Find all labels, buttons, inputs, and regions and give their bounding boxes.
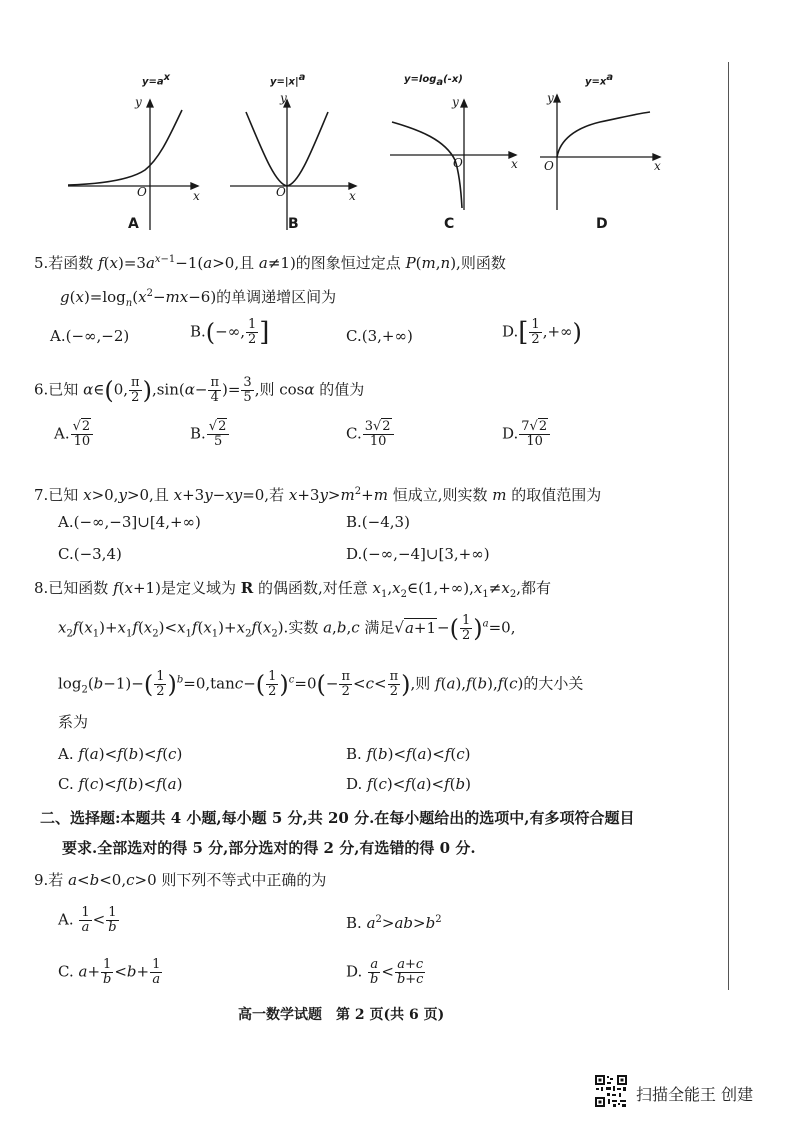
svg-text:y: y [547, 91, 554, 105]
q7-option-d[interactable]: D.(−∞,−4]∪[3,+∞) [346, 545, 490, 563]
q8-option-b[interactable]: B. f(b)<f(a)<f(c) [346, 745, 471, 763]
q8-option-d[interactable]: D. f(c)<f(a)<f(b) [346, 775, 471, 793]
q8-line2: $x_2f(x_1)+x_1f(x_2)<x_1f(x_1)+x_2f(x_2)$.实数 a,b,c 满足√a+1−( $\frac{1}{2}$ )$^a$=0, [58, 613, 516, 643]
q6-option-d[interactable]: D. $\frac{7√2}{10}$ [502, 420, 551, 449]
q9-option-c[interactable]: C. a+ $\frac{1}{b}$ <b+ $\frac{1}{a}$ [58, 957, 161, 987]
svg-text:O: O [137, 185, 147, 199]
q5-option-d[interactable]: D.[ $\frac{1}{2}$ ,+∞) [502, 317, 582, 348]
q5-option-c[interactable]: C.(3,+∞) [346, 327, 413, 345]
q5-line2: $g(x)=\log_n(x^2-mx-6)$的单调递增区间为 [60, 288, 337, 309]
graph-b-label: B [288, 216, 299, 232]
q8-line4: 系为 [58, 713, 89, 731]
page-footer: 高一数学试题 第 2 页(共 6 页) [238, 1007, 445, 1023]
q7-option-c[interactable]: C.(−3,4) [58, 545, 122, 563]
q8-line3: $\log_2(b-1)-$( $\frac{1}{2}$ )$^b$=0,tanc−( $\frac{1}{2}$ )$^c$=0(− $\frac{\pi}{2}$ <c< $\frac{\pi}{2}$ ),则 f(a),f(b),f(c)的大小关 [58, 669, 584, 699]
svg-text:y: y [452, 95, 459, 109]
q8-option-a[interactable]: A. f(a)<f(b)<f(c) [58, 745, 183, 763]
graph-b-title: $y=|x|^a$ [270, 72, 306, 88]
function-graphs [0, 0, 794, 240]
svg-text:y: y [135, 95, 142, 109]
q5-line1: 5.若函数 $f(x)=3a^{x-1}-1(a>0$,且 a≠1)的图象恒过定点 P(m,n),则函数 [34, 254, 506, 272]
graph-d-title: $y=x^a$ [585, 72, 614, 88]
q8-line1: 8.已知函数 f(x+1)是定义域为 R 的偶函数,对任意 $x_1,x_2\in(1,+\infty),x_1\ne x_2$,都有 [34, 579, 551, 600]
q6-option-b[interactable]: B. $\frac{√2}{5}$ [190, 420, 230, 449]
q7-option-b[interactable]: B.(−4,3) [346, 513, 410, 531]
graph-a-label: A [128, 216, 139, 232]
q6-option-c[interactable]: C. $\frac{3√2}{10}$ [346, 420, 395, 449]
svg-text:x: x [193, 189, 200, 203]
q7-option-a[interactable]: A.(−∞,−3]∪[4,+∞) [58, 513, 201, 531]
svg-text:x: x [654, 159, 661, 173]
q9-option-d[interactable]: D. $\frac{a}{b}$ < $\frac{a+c}{b+c}$ [346, 957, 424, 987]
q9-stem: 9.若 a<b<0,c>0 则下列不等式中正确的为 [34, 871, 327, 889]
margin-line [728, 62, 729, 990]
q6-option-a[interactable]: A. $\frac{√2}{10}$ [54, 420, 94, 449]
graph-c-label: C [444, 216, 455, 232]
q6-stem: 6.已知 α∈(0, $\frac{\pi}{2}$ ),sin(α− $\frac{\pi}{4}$ )= $\frac{3}{5}$ ,则 cosα 的值为 [34, 375, 365, 405]
q9-option-a[interactable]: A. $\frac{1}{a}$ < $\frac{1}{b}$ [58, 905, 117, 935]
q7-stem: 7.已知 x>0,y>0,且 x+3y−xy=0,若 $x+3y>m^2+m$ 恒成立,则实数 m 的取值范围为 [34, 486, 602, 504]
svg-text:O: O [276, 185, 286, 199]
qr-code-icon [594, 1074, 628, 1108]
graph-c-title: $y=\log_a(-x)$ [404, 74, 463, 88]
scanner-watermark-text: 扫描全能王 创建 [636, 1085, 754, 1104]
svg-text:x: x [511, 157, 518, 171]
svg-text:y: y [280, 91, 287, 105]
svg-text:x: x [349, 189, 356, 203]
svg-text:O: O [544, 159, 554, 173]
section2-line2: 要求.全部选对的得 5 分,部分选对的得 2 分,有选错的得 0 分. [62, 839, 476, 857]
section2-line1: 二、选择题:本题共 4 小题,每小题 5 分,共 20 分.在每小题给出的选项中,有多项符合题目 [40, 809, 635, 827]
q5-option-b[interactable]: B.(−∞, $\frac{1}{2}$ ] [190, 317, 270, 348]
svg-text:O: O [453, 156, 463, 170]
q5-option-a[interactable]: A.(−∞,−2) [50, 327, 130, 345]
q9-option-b[interactable]: B. $a^2>ab>b^2$ [346, 914, 442, 932]
graph-d-label: D [596, 216, 608, 232]
graph-a-title: $y=a^x$ [142, 72, 171, 88]
q8-option-c[interactable]: C. f(c)<f(b)<f(a) [58, 775, 183, 793]
